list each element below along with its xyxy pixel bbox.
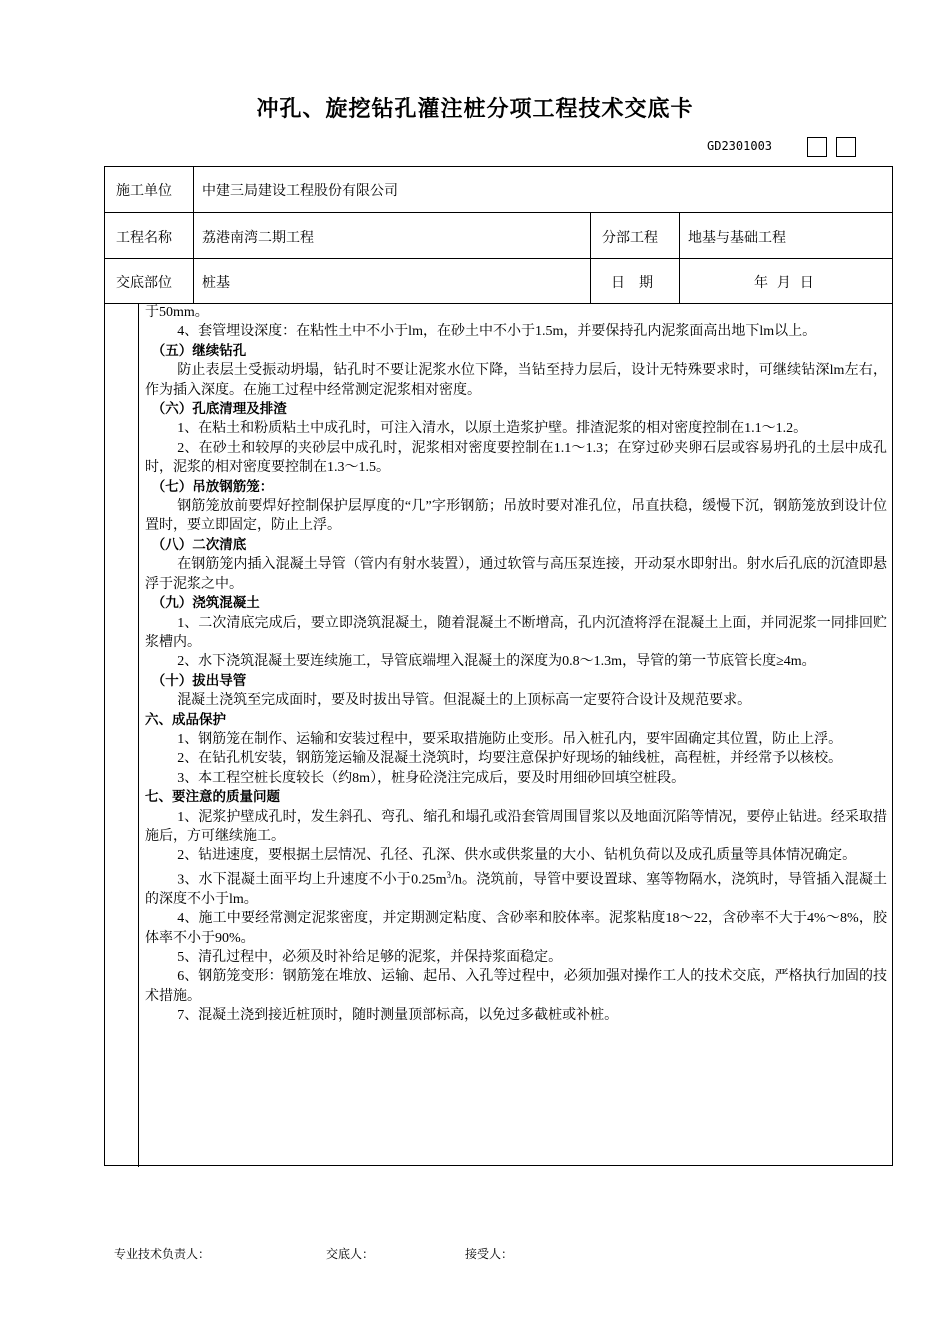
section-heading: （十）拔出导管 xyxy=(151,672,247,689)
date-value: 年 月 日 xyxy=(754,275,814,291)
margin-divider xyxy=(138,303,139,1167)
paragraph: 2、水下浇筑混凝土要连续施工，导管底端埋入混凝土的深度为0.8～1.3m，导管的第一节底管长度≥4m。 xyxy=(177,654,816,670)
section-heading: （九）浇筑混凝土 xyxy=(151,595,260,612)
paragraph: 2、钻进速度，要根据土层情况、孔径、孔深、供水或供浆量的大小、钻机负荷以及成孔质量等具体情况确定。 xyxy=(177,848,857,864)
paragraph: 3、本工程空桩长度较长（约8m），桩身砼浇注完成后，要及时用细砂回填空桩段。 xyxy=(177,770,686,786)
paragraph: 2、在砂土和较厚的夹砂层中成孔时，泥浆相对密度要控制在1.1～1.3；在穿过砂夹卵石层或容易坍孔的土层中成孔时，泥浆的相对密度要控制在1.3～1.5。 xyxy=(145,440,887,476)
row-divider xyxy=(105,212,892,213)
paragraph: 1、在粘土和粉质粘土中成孔时，可注入清水，以原土造浆护壁。排渣泥浆的相对密度控制在1.1～1.2。 xyxy=(177,421,808,437)
document-code: GD2301003 xyxy=(707,139,773,153)
paragraph: 6、钢筋笼变形：钢筋笼在堆放、运输、起吊、入孔等过程中，必须加强对操作工人的技术交底，严格执行加固的技术措施。 xyxy=(145,969,887,1004)
section-heading: （七）吊放钢筋笼： xyxy=(151,478,274,495)
receiver-signature-label: 接受人： xyxy=(465,1247,514,1261)
checkbox-1[interactable] xyxy=(807,137,827,157)
paragraph: 1、二次清底完成后，要立即浇筑混凝土，随着混凝土不断增高，孔内沉渣将浮在混凝土上面，并同泥浆一同排回贮浆槽内。 xyxy=(145,615,887,650)
paragraph: 于50mm。 xyxy=(145,305,209,320)
project-label: 工程名称 xyxy=(116,230,172,246)
paragraph: 1、泥浆护壁成孔时，发生斜孔、弯孔、缩孔和塌孔或沿套管周围冒浆以及地面沉陷等情况，要停止钻进。经采取措施后，方可继续施工。 xyxy=(145,809,887,844)
paragraph: 4、施工中要经常测定泥浆密度，并定期测定粘度、含砂率和胶体率。泥浆粘度18～22，含砂率不大于4%～8%，胶体率不小于90%。 xyxy=(145,911,887,946)
superscript: 3 xyxy=(446,869,451,880)
paragraph: 1、钢筋笼在制作、运输和安装过程中，要采取措施防止变形。吊入桩孔内，要牢固确定其位置，防止上浮。 xyxy=(177,731,843,747)
paragraph xyxy=(145,866,887,909)
section-heading: （六）孔底清理及排渣 xyxy=(151,401,287,418)
section-heading: 七、要注意的质量问题 xyxy=(145,789,280,806)
section-heading: 六、成品保护 xyxy=(145,711,226,728)
paragraph: 2、在钻孔机安装，钢筋笼运输及混凝土浇筑时，均要注意保护好现场的轴线桩，高程桩，并经常予以核校。 xyxy=(177,751,843,767)
tech-lead-signature-label: 专业技术负责人： xyxy=(114,1247,211,1261)
subproject-label: 分部工程 xyxy=(602,230,658,246)
col-divider xyxy=(679,212,680,303)
paragraph: 防止表层土受振动坍塌，钻孔时不要让泥浆水位下降，当钻至持力层后，设计无特殊要求时，可继续钻深lm左右，作为插入深度。在施工过程中经常测定泥浆相对密度。 xyxy=(145,363,887,398)
checkbox-2[interactable] xyxy=(836,137,856,157)
paragraph: 5、清孔过程中，必须及时补给足够的泥浆，并保持浆面稳定。 xyxy=(177,950,563,966)
page-title: 冲孔、旋挖钻孔灌注桩分项工程技术交底卡 xyxy=(256,97,694,122)
discloser-signature-label: 交底人： xyxy=(326,1247,375,1261)
paragraph: 7、混凝土浇到接近桩顶时，随时测量顶部标高，以免过多截桩或补桩。 xyxy=(177,1008,619,1024)
col-divider xyxy=(590,212,591,303)
part-value: 桩基 xyxy=(202,275,230,291)
paragraph: 钢筋笼放前要焊好控制保护层厚度的“几”字形钢筋；吊放时要对准孔位，吊直扶稳，缓慢下沉，钢筋笼放到设计位置时，要立即固定，防止上浮。 xyxy=(145,499,887,534)
paragraph: 4、套管埋设深度：在粘性土中不小于lm，在砂土中不小于1.5m，并要保持孔内泥浆面高出地下lm以上。 xyxy=(177,324,817,340)
text-run: /h。浇筑前，导管中要设置球、塞等物隔水，浇筑时，导管插入混凝土的深度不小于lm。 xyxy=(145,872,887,907)
disclosure-content xyxy=(145,303,887,1026)
project-value: 荔港南湾二期工程 xyxy=(202,230,314,246)
paragraph: 混凝土浇筑至完成面时，要及时拔出导管。但混凝土的上顶标高一定要符合设计及规范要求。 xyxy=(177,693,752,709)
section-heading: （八）二次清底 xyxy=(151,536,247,553)
paragraph: 在钢筋笼内插入混凝土导管（管内有射水装置），通过软管与高压泵连接，开动泵水即射出。射水后孔底的沉渣即悬浮于泥浆之中。 xyxy=(145,557,887,592)
row-divider xyxy=(105,258,892,259)
text-run: 3、水下混凝土面平均上升速度不小于0.25m xyxy=(177,872,447,888)
col-divider xyxy=(193,167,194,303)
unit-label: 施工单位 xyxy=(116,183,172,199)
section-heading: （五）继续钻孔 xyxy=(151,342,247,359)
unit-value: 中建三局建设工程股份有限公司 xyxy=(202,183,398,199)
part-label: 交底部位 xyxy=(116,275,172,291)
date-label: 日 期 xyxy=(611,275,653,291)
subproject-value: 地基与基础工程 xyxy=(688,230,786,246)
